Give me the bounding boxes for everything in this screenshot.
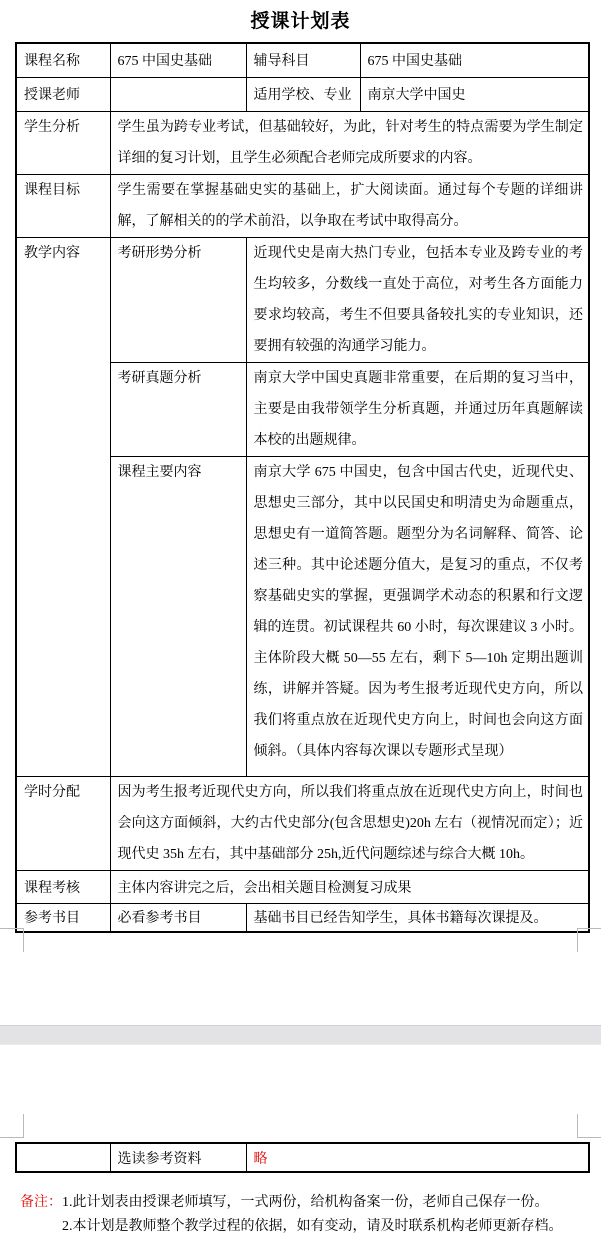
table-row xyxy=(16,1143,589,1172)
assessment-text[interactable]: 主体内容讲完之后，会出相关题目检测复习成果 xyxy=(110,870,589,903)
table-row xyxy=(16,43,589,77)
teacher-label[interactable]: 授课老师 xyxy=(16,77,110,111)
main-content-label[interactable]: 课程主要内容 xyxy=(110,456,246,776)
table-row xyxy=(16,77,589,111)
optional-reference-label[interactable]: 选读参考资料 xyxy=(110,1143,246,1172)
course-name-value[interactable]: 675 中国史基础 xyxy=(110,43,246,77)
optional-reference-table xyxy=(15,1142,590,1173)
student-analysis-label[interactable]: 学生分析 xyxy=(16,111,110,174)
text-boundary-mark-top-left-v xyxy=(23,1114,24,1138)
table-row xyxy=(16,174,589,237)
remark-line-2[interactable]: 2.本计划是教师整个教学过程的依据，如有变动，请及时联系机构老师更新存档。 xyxy=(62,1219,563,1234)
text-boundary-mark-bottom-right-h xyxy=(577,928,601,929)
text-boundary-mark-top-right-v xyxy=(577,1114,578,1138)
text-boundary-mark-bottom-right-v xyxy=(577,928,578,952)
document-title: 授课计划表 xyxy=(250,11,351,32)
exam-situation-label[interactable]: 考研形势分析 xyxy=(110,237,246,362)
remark-line-1[interactable]: 1.此计划表由授课老师填写，一式两份，给机构备案一份，老师自己保存一份。 xyxy=(62,1195,549,1210)
must-read-books-text[interactable]: 基础书目已经告知学生，具体书籍每次课提及。 xyxy=(246,903,589,932)
must-read-books-label[interactable]: 必看参考书目 xyxy=(110,903,246,932)
past-papers-label[interactable]: 考研真题分析 xyxy=(110,362,246,456)
text-boundary-mark-top-right-h xyxy=(577,1137,601,1138)
teacher-value-empty[interactable] xyxy=(110,77,246,111)
text-boundary-mark-bottom-left-v xyxy=(23,928,24,952)
course-name-label[interactable]: 课程名称 xyxy=(16,43,110,77)
school-major-label[interactable]: 适用学校、专业 xyxy=(246,77,360,111)
table-row xyxy=(16,870,589,903)
teaching-content-label[interactable]: 教学内容 xyxy=(16,237,110,776)
course-goal-label[interactable]: 课程目标 xyxy=(16,174,110,237)
table-row xyxy=(16,903,589,932)
main-content-text[interactable]: 南京大学 675 中国史，包含中国古代史，近现代史、思想史三部分，其中以民国史和明清史为命题重点，思想史有一道简答题。题型分为名词解释、简答、论述三种。其中论述题分值大，是复习的重点，不仅考察基础史实的掌握，更强调学术动态的积累和行文逻辑的连贯。初试课程共 60 小时，每次课建议 3 小时。主体阶段大概 50—55 左右，剩下 5—10h 定期出题训练，讲解并答疑。因为考生报考近现代史方向，所以我们将重点放在近现代史方向上，时间也会向这方面倾斜。（具体内容每次课以专题形式呈现） xyxy=(246,456,589,776)
remarks xyxy=(20,1191,563,1239)
remarks-label: 备注： xyxy=(20,1195,62,1210)
table-row xyxy=(16,237,589,362)
text-boundary-mark-bottom-left-h xyxy=(0,928,24,929)
page-break-band xyxy=(0,1025,601,1045)
exam-situation-text[interactable]: 近现代史是南大热门专业，包括本专业及跨专业的考生均较多，分数线一直处于高位，对考生各方面能力要求均较高，考生不但要具备较扎实的专业知识，还要拥有较强的沟通学习能力。 xyxy=(246,237,589,362)
assessment-label[interactable]: 课程考核 xyxy=(16,870,110,903)
teaching-plan-table xyxy=(15,42,590,933)
tutoring-subject-label[interactable]: 辅导科目 xyxy=(246,43,360,77)
course-goal-text[interactable]: 学生需要在掌握基础史实的基础上，扩大阅读面。通过每个专题的详细讲解，了解相关的的学术前沿，以争取在考试中取得高分。 xyxy=(110,174,589,237)
empty-cell[interactable] xyxy=(16,1143,110,1172)
past-papers-text[interactable]: 南京大学中国史真题非常重要，在后期的复习当中，主要是由我带领学生分析真题，并通过历年真题解读本校的出题规律。 xyxy=(246,362,589,456)
optional-reference-value[interactable]: 略 xyxy=(246,1143,589,1172)
table-row xyxy=(16,111,589,174)
hours-allocation-text[interactable]: 因为考生报考近现代史方向，所以我们将重点放在近现代史方向上，时间也会向这方面倾斜，大约古代史部分(包含思想史)20h 左右（视情况而定）；近现代史 35h 左右，其中基础部分 25h,近代问题综述与综合大概 10h。 xyxy=(110,776,589,870)
tutoring-subject-value[interactable]: 675 中国史基础 xyxy=(360,43,589,77)
reference-books-label[interactable]: 参考书目 xyxy=(16,903,110,932)
table-row xyxy=(16,776,589,870)
school-major-value[interactable]: 南京大学中国史 xyxy=(360,77,589,111)
student-analysis-text[interactable]: 学生虽为跨专业考试，但基础较好，为此，针对考生的特点需要为学生制定详细的复习计划，且学生必须配合老师完成所要求的内容。 xyxy=(110,111,589,174)
text-boundary-mark-top-left-h xyxy=(0,1137,24,1138)
hours-allocation-label[interactable]: 学时分配 xyxy=(16,776,110,870)
remarks-lines xyxy=(62,1191,563,1239)
